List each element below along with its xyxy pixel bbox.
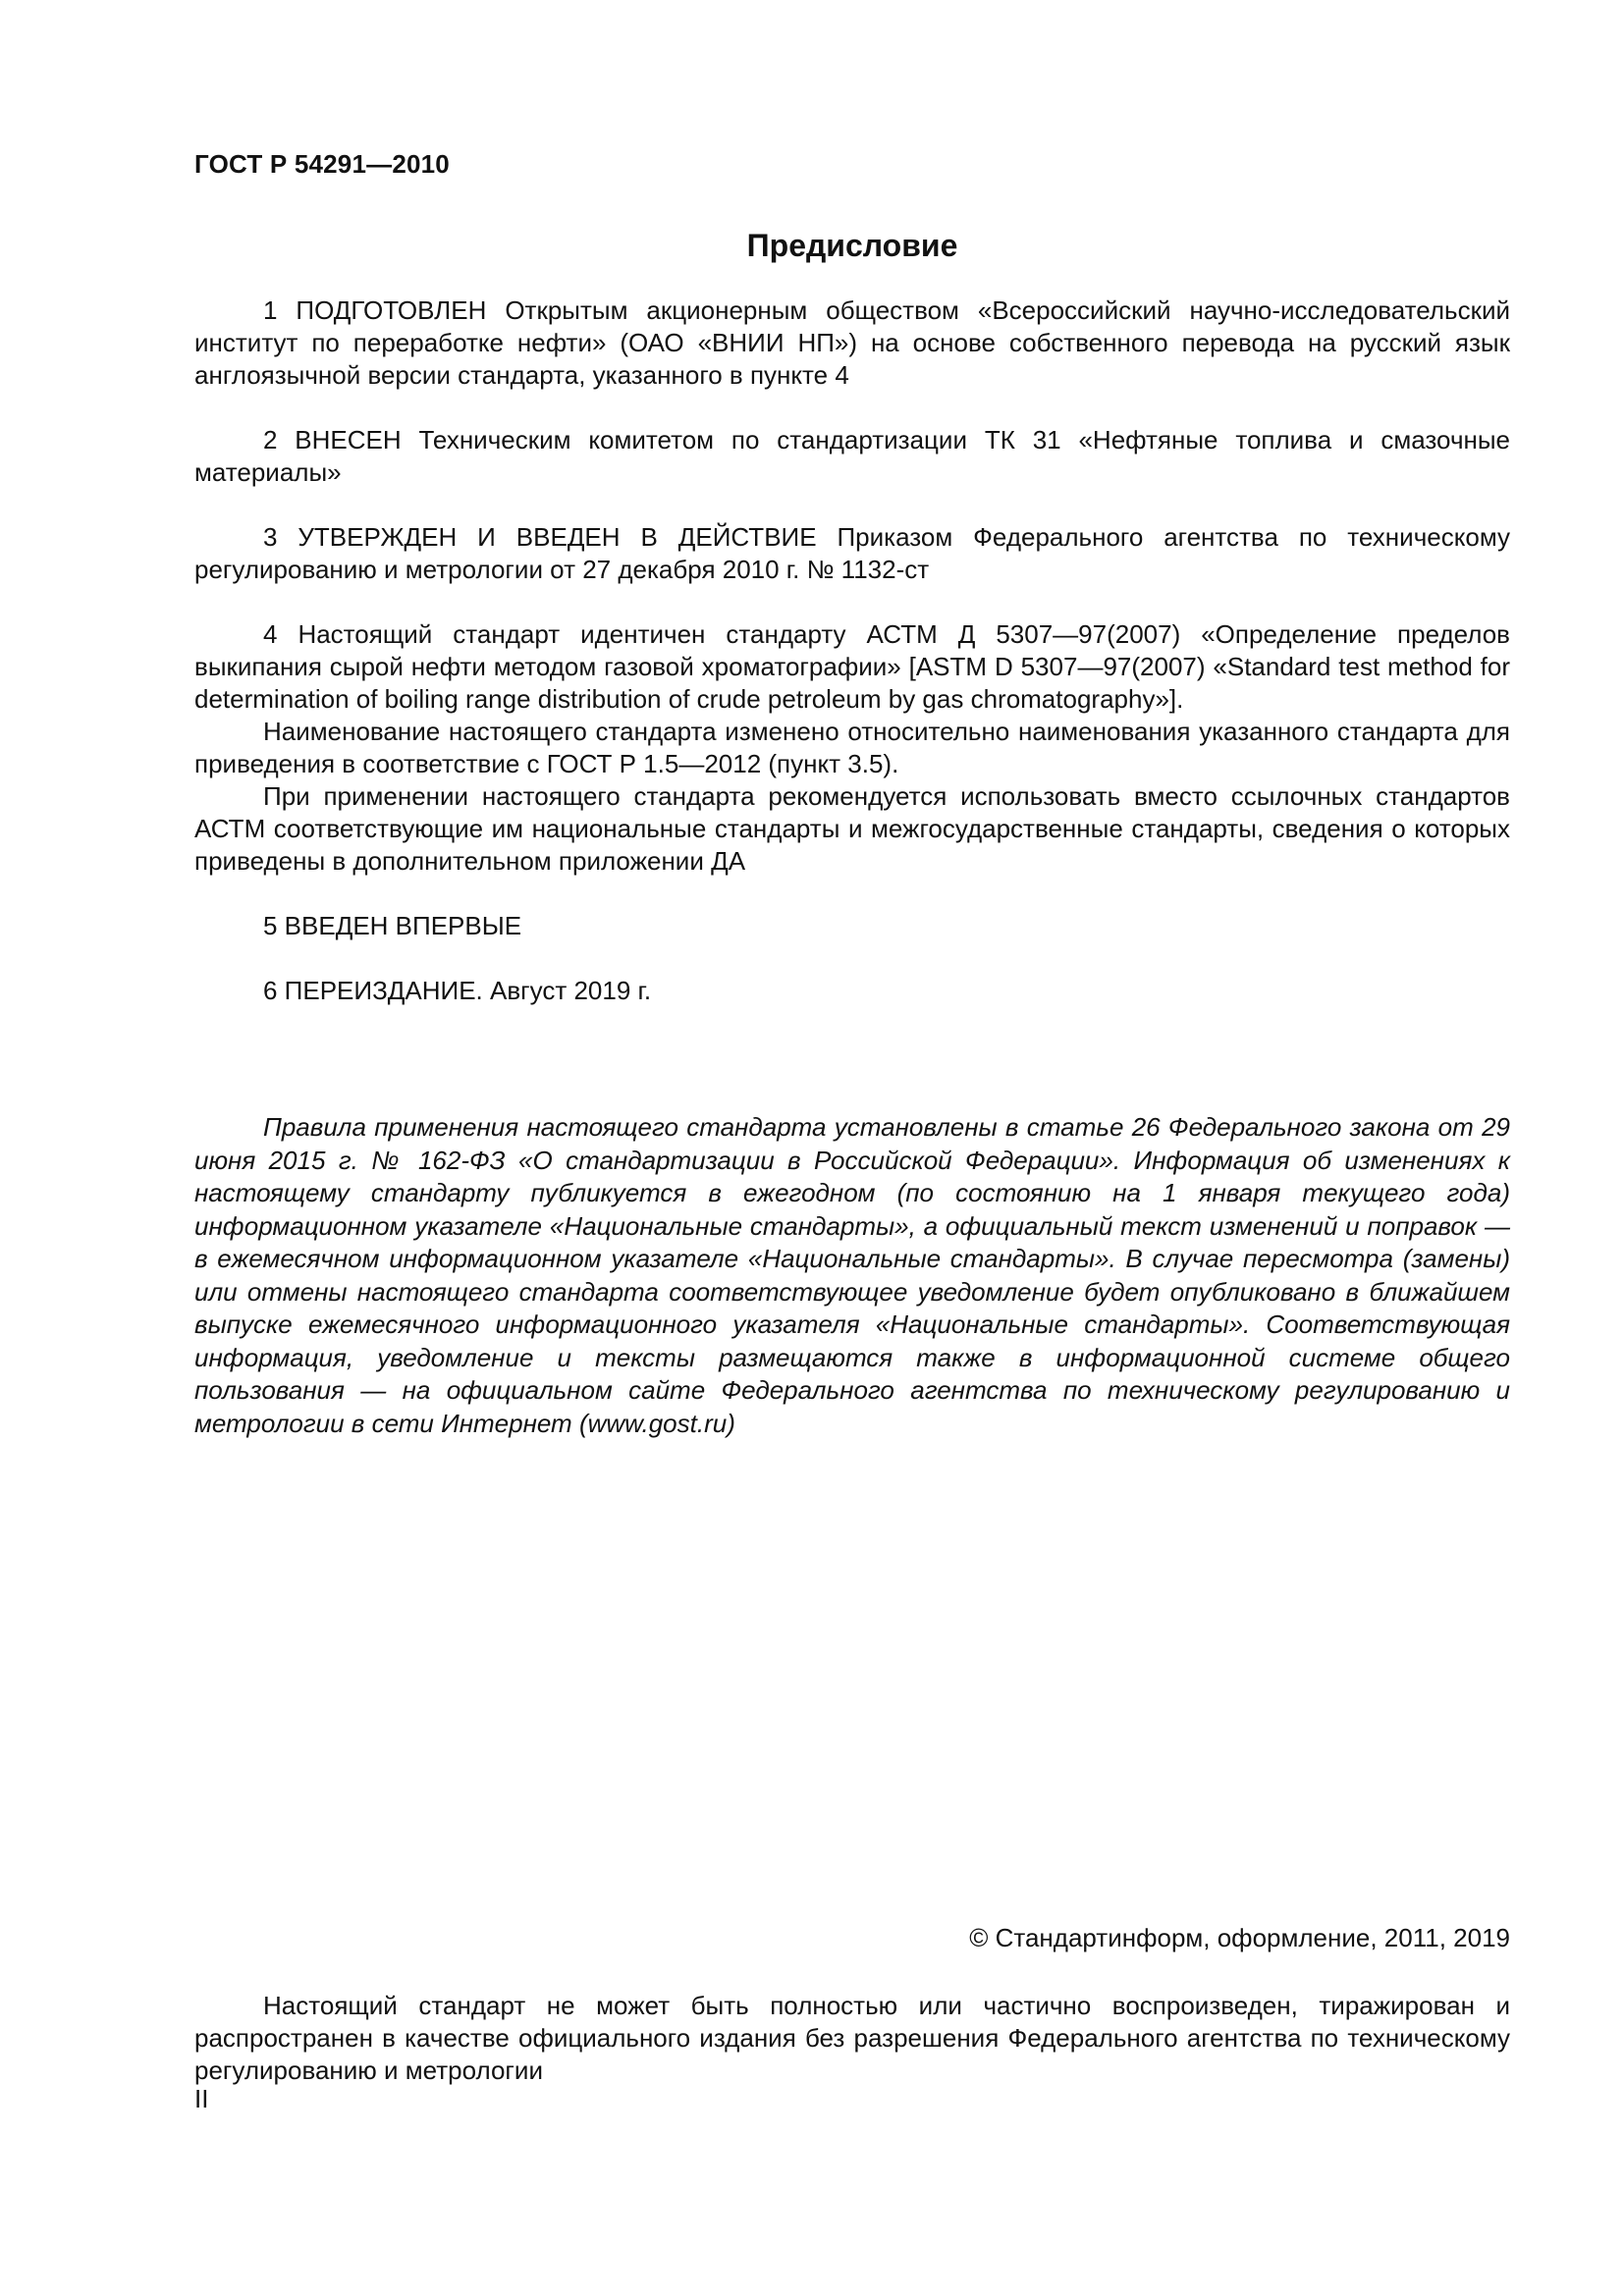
foreword-body <box>194 294 1510 1007</box>
foreword-item-3: 3 УТВЕРЖДЕН И ВВЕДЕН В ДЕЙСТВИЕ Приказом Федерального агентства по техническому регулированию и метрологии от 27 декабря 2010 г. № 1132-ст <box>194 522 1510 584</box>
application-rules-notice <box>194 1111 1510 1440</box>
foreword-title: Предисловие <box>746 228 958 263</box>
foreword-item-4-references: При применении настоящего стандарта рекомендуется использовать вместо ссылочных стандартов АСТМ соответствующие им национальные стандарты и межгосударственные стандарты, сведения о которых приведены в дополнительном приложении ДА <box>194 781 1510 876</box>
foreword-item-6: 6 ПЕРЕИЗДАНИЕ. Август 2019 г. <box>263 976 652 1005</box>
copyright-line: © Стандартинформ, оформление, 2011, 2019 <box>969 1923 1510 1952</box>
notice-text: Правила применения настоящего стандарта установлены в статье 26 Федерального закона от 29 июня 2015 г. № 162-ФЗ «О стандартизации в Российской Федерации». Информация об изменениях к настоящему стандарту публикуется в ежегодном (по состоянию на 1 января текущего года) информационном указателе «Национальные стандарты», а официальный текст изменений и поправок — в ежемесячном информационном указателе «Национальные стандарты». В случае пересмотра (замены) или отмены настоящего стандарта соответствующее уведомление будет опубликовано в ближайшем выпуске ежемесячного информационного указателя «Национальные стандарты». Соответствующая информация, уведомление и тексты размещаются также в информационной системе общего пользования — на официальном сайте Федерального агентства по техническому регулированию и метрологии в сети Интернет (www.gost.ru) <box>194 1112 1510 1438</box>
foreword-item-2: 2 ВНЕСЕН Техническим комитетом по стандартизации ТК 31 «Нефтяные топлива и смазочные материалы» <box>194 425 1510 487</box>
document-code: ГОСТ Р 54291—2010 <box>194 149 450 179</box>
foreword-item-4: 4 Настоящий стандарт идентичен стандарту АСТМ Д 5307—97(2007) «Определение пределов выкипания сырой нефти методом газовой хроматографии» [ASTM D 5307—97(2007) «Standard test method for determination of boiling range distribution of crude petroleum by gas chromatography»]. <box>194 619 1510 714</box>
foreword-item-1: 1 ПОДГОТОВЛЕН Открытым акционерным обществом «Всероссийский научно-исследовательский институт по переработке нефти» (ОАО «ВНИИ НП») на основе собственного перевода на русский язык англоязычной версии стандарта, указанного в пункте 4 <box>194 295 1510 390</box>
foreword-item-5: 5 ВВЕДЕН ВПЕРВЫЕ <box>263 911 522 940</box>
reproduction-text: Настоящий стандарт не может быть полностью или частично воспроизведен, тиражирован и распространен в качестве официального издания без разрешения Федерального агентства по техническому регулированию и метрологии <box>194 1991 1510 2085</box>
page-number: II <box>194 2084 209 2113</box>
foreword-item-4-name-change: Наименование настоящего стандарта изменено относительно наименования указанного стандарта для приведения в соответствие с ГОСТ Р 1.5—2012 (пункт 3.5). <box>194 717 1510 778</box>
reproduction-notice <box>194 1990 1510 2087</box>
